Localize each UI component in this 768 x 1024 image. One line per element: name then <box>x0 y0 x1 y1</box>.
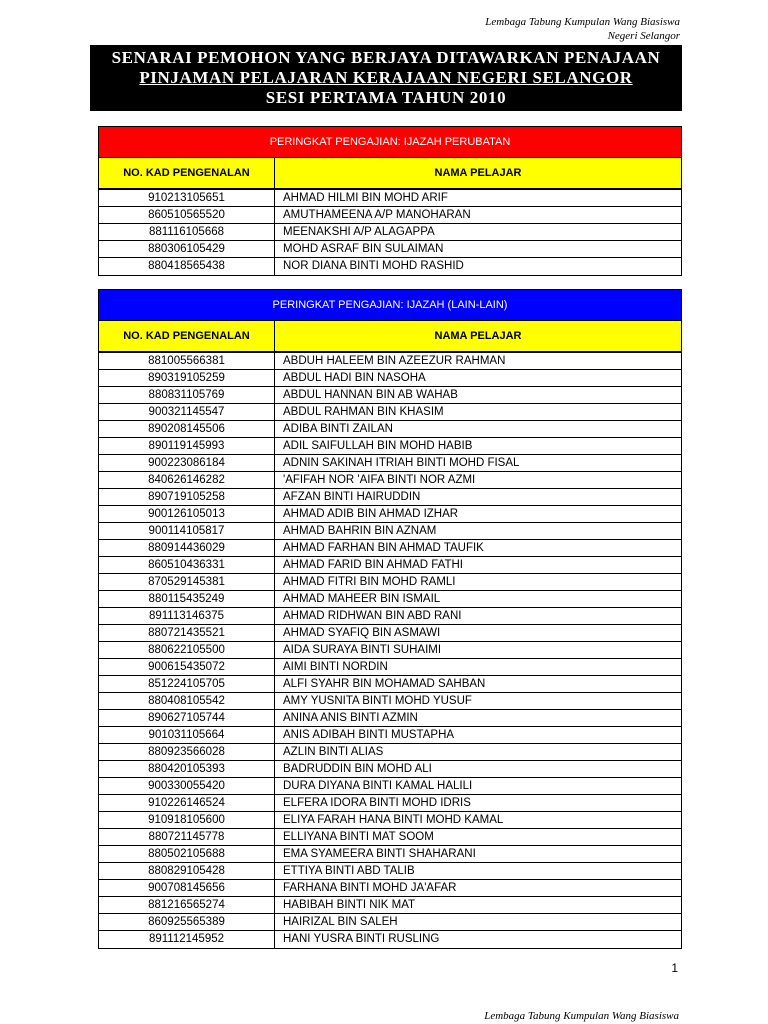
student-name-cell: ADNIN SAKINAH ITRIAH BINTI MOHD FISAL <box>283 457 520 469</box>
table-row <box>99 846 681 863</box>
table-row <box>99 693 681 710</box>
section-heading: PERINGKAT PENGAJIAN: IJAZAH (LAIN-LAIN) <box>99 290 681 321</box>
id-number-cell: 870529145381 <box>99 574 275 590</box>
student-name-cell: AHMAD FARHAN BIN AHMAD TAUFIK <box>283 542 484 554</box>
page-number: 1 <box>671 961 678 975</box>
table-row <box>99 812 681 829</box>
column-header-row <box>99 321 681 353</box>
student-name-cell: ANINA ANIS BINTI AZMIN <box>283 712 418 724</box>
student-name-cell: 'AFIFAH NOR 'AIFA BINTI NOR AZMI <box>283 474 476 486</box>
id-number-cell: 880622105500 <box>99 642 275 658</box>
title-line1: SENARAI PEMOHON YANG BERJAYA DITAWARKAN PENAJAAN <box>111 48 661 67</box>
table-row <box>99 931 681 948</box>
table-row <box>99 591 681 608</box>
table-row <box>99 625 681 642</box>
header-org-line1: Lembaga Tabung Kumpulan Wang Biasiswa <box>485 16 680 28</box>
table-row <box>99 778 681 795</box>
student-name-cell: DURA DIYANA BINTI KAMAL HALILI <box>283 780 473 792</box>
id-number-cell: 880829105428 <box>99 863 275 879</box>
student-name-cell: AHMAD ADIB BIN AHMAD IZHAR <box>283 508 459 520</box>
student-name-cell: ELFERA IDORA BINTI MOHD IDRIS <box>283 797 471 809</box>
table-row <box>99 506 681 523</box>
table-row <box>99 829 681 846</box>
table-row <box>99 438 681 455</box>
footer-organization: Lembaga Tabung Kumpulan Wang Biasiswa <box>484 1010 679 1022</box>
column-header-name: NAMA PELAJAR <box>434 167 522 179</box>
student-name-cell: AHMAD SYAFIQ BIN ASMAWI <box>283 627 441 639</box>
id-number-cell: 851224105705 <box>99 676 275 692</box>
table-row <box>99 353 681 370</box>
table-row <box>99 608 681 625</box>
student-name-cell: ABDUL HADI BIN NASOHA <box>283 372 426 384</box>
table-row <box>99 404 681 421</box>
table-row <box>99 659 681 676</box>
column-header-name: NAMA PELAJAR <box>434 330 522 342</box>
student-name-cell: FARHANA BINTI MOHD JA'AFAR <box>283 882 457 894</box>
table-body <box>99 353 681 948</box>
student-name-cell: ABDUL HANNAN BIN AB WAHAB <box>283 389 458 401</box>
header-organization <box>485 15 680 43</box>
id-number-cell: 900114105817 <box>99 523 275 539</box>
id-number-cell: 881216565274 <box>99 897 275 913</box>
student-name-cell: ALFI SYAHR BIN MOHAMAD SAHBAN <box>283 678 486 690</box>
column-header-id: NO. KAD PENGENALAN <box>99 321 275 351</box>
id-number-cell: 891112145952 <box>99 931 275 948</box>
id-number-cell: 900330055420 <box>99 778 275 794</box>
table-row <box>99 472 681 489</box>
student-name-cell: AZLIN BINTI ALIAS <box>283 746 384 758</box>
table-row <box>99 897 681 914</box>
table-row <box>99 455 681 472</box>
section-heading: PERINGKAT PENGAJIAN: IJAZAH PERUBATAN <box>99 127 681 158</box>
id-number-cell: 900223086184 <box>99 455 275 471</box>
student-name-cell: ELIYA FARAH HANA BINTI MOHD KAMAL <box>283 814 504 826</box>
student-name-cell: MEENAKSHI A/P ALAGAPPA <box>283 226 435 238</box>
student-name-cell: HABIBAH BINTI NIK MAT <box>283 899 416 911</box>
table-row <box>99 710 681 727</box>
id-number-cell: 880721435521 <box>99 625 275 641</box>
student-name-cell: ADIL SAIFULLAH BIN MOHD HABIB <box>283 440 473 452</box>
table-row <box>99 880 681 897</box>
id-number-cell: 890208145506 <box>99 421 275 437</box>
table-row <box>99 744 681 761</box>
student-name-cell: AFZAN BINTI HAIRUDDIN <box>283 491 421 503</box>
id-number-cell: 910226146524 <box>99 795 275 811</box>
title-line2: PINJAMAN PELAJARAN KERAJAAN NEGERI SELANGOR <box>139 68 633 87</box>
table-row <box>99 557 681 574</box>
student-name-cell: AIDA SURAYA BINTI SUHAIMI <box>283 644 442 656</box>
table-row <box>99 574 681 591</box>
table-row <box>99 727 681 744</box>
id-number-cell: 910213105651 <box>99 190 275 206</box>
id-number-cell: 901031105664 <box>99 727 275 743</box>
table-row <box>99 642 681 659</box>
id-number-cell: 881005566381 <box>99 353 275 369</box>
student-name-cell: AHMAD HILMI BIN MOHD ARIF <box>283 192 448 204</box>
student-name-cell: AHMAD MAHEER BIN ISMAIL <box>283 593 441 605</box>
student-name-cell: AIMI BINTI NORDIN <box>283 661 388 673</box>
student-name-cell: AMUTHAMEENA A/P MANOHARAN <box>283 209 471 221</box>
table-row <box>99 207 681 224</box>
table-body <box>99 190 681 275</box>
column-header-id: NO. KAD PENGENALAN <box>99 158 275 188</box>
id-number-cell: 890719105258 <box>99 489 275 505</box>
id-number-cell: 880914436029 <box>99 540 275 556</box>
student-name-cell: AHMAD FARID BIN AHMAD FATHI <box>283 559 463 571</box>
table-row <box>99 761 681 778</box>
student-name-cell: AMY YUSNITA BINTI MOHD YUSUF <box>283 695 472 707</box>
table-row <box>99 795 681 812</box>
table-row <box>99 523 681 540</box>
id-number-cell: 880420105393 <box>99 761 275 777</box>
student-name-cell: ELLIYANA BINTI MAT SOOM <box>283 831 434 843</box>
table-row <box>99 224 681 241</box>
id-number-cell: 840626146282 <box>99 472 275 488</box>
id-number-cell: 900615435072 <box>99 659 275 675</box>
table-row <box>99 540 681 557</box>
id-number-cell: 860510565520 <box>99 207 275 223</box>
title-line3: SESI PERTAMA TAHUN 2010 <box>265 88 507 107</box>
student-name-cell: BADRUDDIN BIN MOHD ALI <box>283 763 432 775</box>
id-number-cell: 880831105769 <box>99 387 275 403</box>
student-name-cell: MOHD ASRAF BIN SULAIMAN <box>283 243 444 255</box>
document-title <box>90 45 682 111</box>
table-row <box>99 914 681 931</box>
student-name-cell: EMA SYAMEERA BINTI SHAHARANI <box>283 848 476 860</box>
id-number-cell: 891113146375 <box>99 608 275 624</box>
student-name-cell: AHMAD FITRI BIN MOHD RAMLI <box>283 576 456 588</box>
id-number-cell: 880923566028 <box>99 744 275 760</box>
table-row <box>99 421 681 438</box>
id-number-cell: 880502105688 <box>99 846 275 862</box>
section-ijazah-perubatan <box>98 126 682 276</box>
id-number-cell: 900321145547 <box>99 404 275 420</box>
student-name-cell: AHMAD RIDHWAN BIN ABD RANI <box>283 610 462 622</box>
student-name-cell: ADIBA BINTI ZAILAN <box>283 423 393 435</box>
student-name-cell: NOR DIANA BINTI MOHD RASHID <box>283 260 464 272</box>
id-number-cell: 880408105542 <box>99 693 275 709</box>
id-number-cell: 881116105668 <box>99 224 275 240</box>
id-number-cell: 900708145656 <box>99 880 275 896</box>
student-name-cell: HANI YUSRA BINTI RUSLING <box>283 933 440 945</box>
table-row <box>99 190 681 207</box>
id-number-cell: 900126105013 <box>99 506 275 522</box>
id-number-cell: 880115435249 <box>99 591 275 607</box>
header-org-line2: Negeri Selangor <box>607 30 680 42</box>
table-row <box>99 241 681 258</box>
table-row <box>99 863 681 880</box>
section-ijazah-lain-lain <box>98 289 682 949</box>
id-number-cell: 890319105259 <box>99 370 275 386</box>
id-number-cell: 890627105744 <box>99 710 275 726</box>
student-name-cell: AHMAD BAHRIN BIN AZNAM <box>283 525 437 537</box>
id-number-cell: 910918105600 <box>99 812 275 828</box>
student-name-cell: ABDUH HALEEM BIN AZEEZUR RAHMAN <box>283 355 506 367</box>
id-number-cell: 880306105429 <box>99 241 275 257</box>
table-row <box>99 258 681 275</box>
student-name-cell: ETTIYA BINTI ABD TALIB <box>283 865 415 877</box>
student-name-cell: ABDUL RAHMAN BIN KHASIM <box>283 406 444 418</box>
id-number-cell: 880418565438 <box>99 258 275 275</box>
id-number-cell: 880721145778 <box>99 829 275 845</box>
table-row <box>99 489 681 506</box>
student-name-cell: ANIS ADIBAH BINTI MUSTAPHA <box>283 729 455 741</box>
student-name-cell: HAIRIZAL BIN SALEH <box>283 916 398 928</box>
id-number-cell: 890119145993 <box>99 438 275 454</box>
table-row <box>99 387 681 404</box>
id-number-cell: 860925565389 <box>99 914 275 930</box>
id-number-cell: 860510436331 <box>99 557 275 573</box>
table-row <box>99 676 681 693</box>
column-header-row <box>99 158 681 190</box>
table-row <box>99 370 681 387</box>
